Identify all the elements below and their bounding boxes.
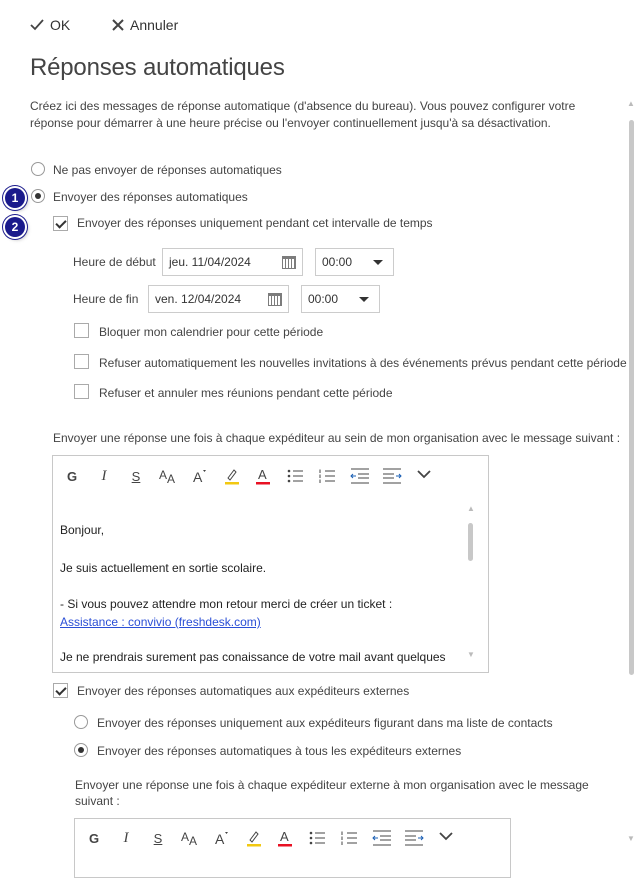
svg-text:A: A: [181, 830, 190, 844]
svg-text:A: A: [159, 468, 168, 482]
step-badge-2: 2: [5, 217, 25, 237]
cancel-button[interactable]: [112, 17, 178, 33]
numbered-list-icon[interactable]: [339, 827, 361, 849]
font-size-icon[interactable]: [157, 465, 179, 487]
decline-invites-label: Refuser automatiquement les nouvelles invitations à des événements prévus pendant cette période: [99, 356, 627, 370]
end-date-value: ven. 12/04/2024: [155, 292, 242, 306]
end-date-input[interactable]: [148, 285, 289, 313]
svg-text:A: A: [189, 834, 198, 847]
assistance-link[interactable]: Assistance : convivio (freshdesk.com): [60, 615, 261, 629]
italic-button[interactable]: I: [101, 467, 107, 484]
decline-cancel-checkbox[interactable]: [74, 384, 89, 399]
close-icon: [112, 19, 124, 31]
chevron-down-icon: [373, 260, 383, 265]
bold-button[interactable]: G: [88, 830, 100, 846]
message-line: Je ne prendrais surement pas conaissance de votre mail avant quelques: [60, 650, 446, 664]
start-date-input[interactable]: [162, 248, 303, 276]
svg-text:A: A: [167, 472, 176, 485]
send-reply-radio[interactable]: [31, 189, 45, 203]
time-range-checkbox[interactable]: [53, 216, 68, 231]
page-scrollbar-thumb[interactable]: [629, 120, 634, 675]
scroll-up-arrow[interactable]: ▲: [627, 99, 635, 108]
highlight-icon[interactable]: [221, 465, 243, 487]
italic-button[interactable]: I: [123, 829, 129, 846]
message-line: Bonjour,: [60, 523, 105, 537]
more-options-chevron-icon[interactable]: [413, 463, 435, 485]
underline-button[interactable]: S: [131, 468, 141, 484]
editor-scroll-down-arrow[interactable]: ▼: [467, 650, 475, 659]
start-time-value: 00:00: [322, 255, 353, 269]
all-external-label: Envoyer des réponses automatiques à tous les expéditeurs externes: [97, 744, 462, 758]
increase-indent-icon[interactable]: [381, 465, 403, 487]
start-time-label: Heure de début: [73, 255, 156, 269]
message-line: Je suis actuellement en sortie scolaire.: [60, 561, 267, 575]
no-reply-radio[interactable]: [31, 162, 45, 176]
editor-scroll-up-arrow[interactable]: ▲: [467, 504, 475, 513]
start-date-value: jeu. 11/04/2024: [169, 255, 251, 269]
bold-button[interactable]: G: [66, 468, 78, 484]
grow-font-icon[interactable]: [211, 827, 233, 849]
block-calendar-label: Bloquer mon calendrier pour cette période: [99, 325, 324, 339]
cancel-label: Annuler: [130, 17, 179, 33]
external-senders-checkbox[interactable]: [53, 683, 68, 698]
external-message-label: Envoyer une réponse une fois à chaque expéditeur externe à mon organisation avec le message: [75, 778, 589, 792]
contacts-only-label: Envoyer des réponses uniquement aux expéditeurs figurant dans ma liste de contacts: [97, 716, 553, 730]
highlight-icon[interactable]: [243, 827, 265, 849]
svg-text:A: A: [215, 831, 225, 847]
grow-font-icon[interactable]: [189, 465, 211, 487]
calendar-icon[interactable]: [282, 256, 296, 269]
start-time-select[interactable]: [315, 248, 394, 276]
svg-text:A: A: [258, 467, 267, 482]
scroll-down-arrow[interactable]: ▼: [627, 834, 635, 843]
increase-indent-icon[interactable]: [403, 827, 425, 849]
message-line: - Si vous pouvez attendre mon retour merci de créer un ticket :: [60, 597, 393, 611]
decrease-indent-icon[interactable]: [371, 827, 393, 849]
bullet-list-icon[interactable]: [307, 827, 329, 849]
end-time-select[interactable]: [301, 285, 380, 313]
ok-button[interactable]: [30, 17, 70, 33]
page-title: Réponses automatiques: [30, 54, 285, 81]
no-reply-label: Ne pas envoyer de réponses automatiques: [53, 163, 282, 177]
chevron-down-icon: [359, 297, 369, 302]
page-description: Créez ici des messages de réponse automatique (d'absence du bureau). Vous pouvez configurer votre réponse pour démarrer à une heure précise ou l'envoyer continuellement jusqu'à sa désactivation.: [30, 99, 576, 130]
all-external-radio[interactable]: [74, 743, 88, 757]
send-reply-label: Envoyer des réponses automatiques: [53, 190, 248, 204]
svg-text:A: A: [193, 469, 203, 485]
decrease-indent-icon[interactable]: [349, 465, 371, 487]
editor-scrollbar-thumb[interactable]: [468, 523, 473, 561]
ok-label: OK: [50, 17, 71, 33]
more-options-chevron-icon[interactable]: [435, 825, 457, 847]
contacts-only-radio[interactable]: [74, 715, 88, 729]
numbered-list-icon[interactable]: [317, 465, 339, 487]
bullet-list-icon[interactable]: [285, 465, 307, 487]
external-senders-label: Envoyer des réponses automatiques aux expéditeurs externes: [77, 684, 410, 698]
end-time-value: 00:00: [308, 292, 339, 306]
internal-message-label: Envoyer une réponse une fois à chaque expéditeur au sein de mon organisation avec le message suivant :: [53, 431, 621, 445]
font-color-icon[interactable]: [252, 465, 274, 487]
time-range-label: Envoyer des réponses uniquement pendant cet intervalle de temps: [77, 216, 433, 230]
step-badge-1: 1: [5, 188, 25, 208]
block-calendar-checkbox[interactable]: [74, 323, 89, 338]
end-time-label: Heure de fin: [73, 292, 139, 306]
decline-cancel-label: Refuser et annuler mes réunions pendant cette période: [99, 386, 393, 400]
font-color-icon[interactable]: [274, 827, 296, 849]
decline-invites-checkbox[interactable]: [74, 354, 89, 369]
calendar-icon[interactable]: [268, 293, 282, 306]
underline-button[interactable]: S: [153, 830, 163, 846]
svg-text:A: A: [280, 829, 289, 844]
check-icon: [30, 19, 44, 31]
external-message-label-line2: suivant :: [75, 794, 120, 808]
font-size-icon[interactable]: [179, 827, 201, 849]
